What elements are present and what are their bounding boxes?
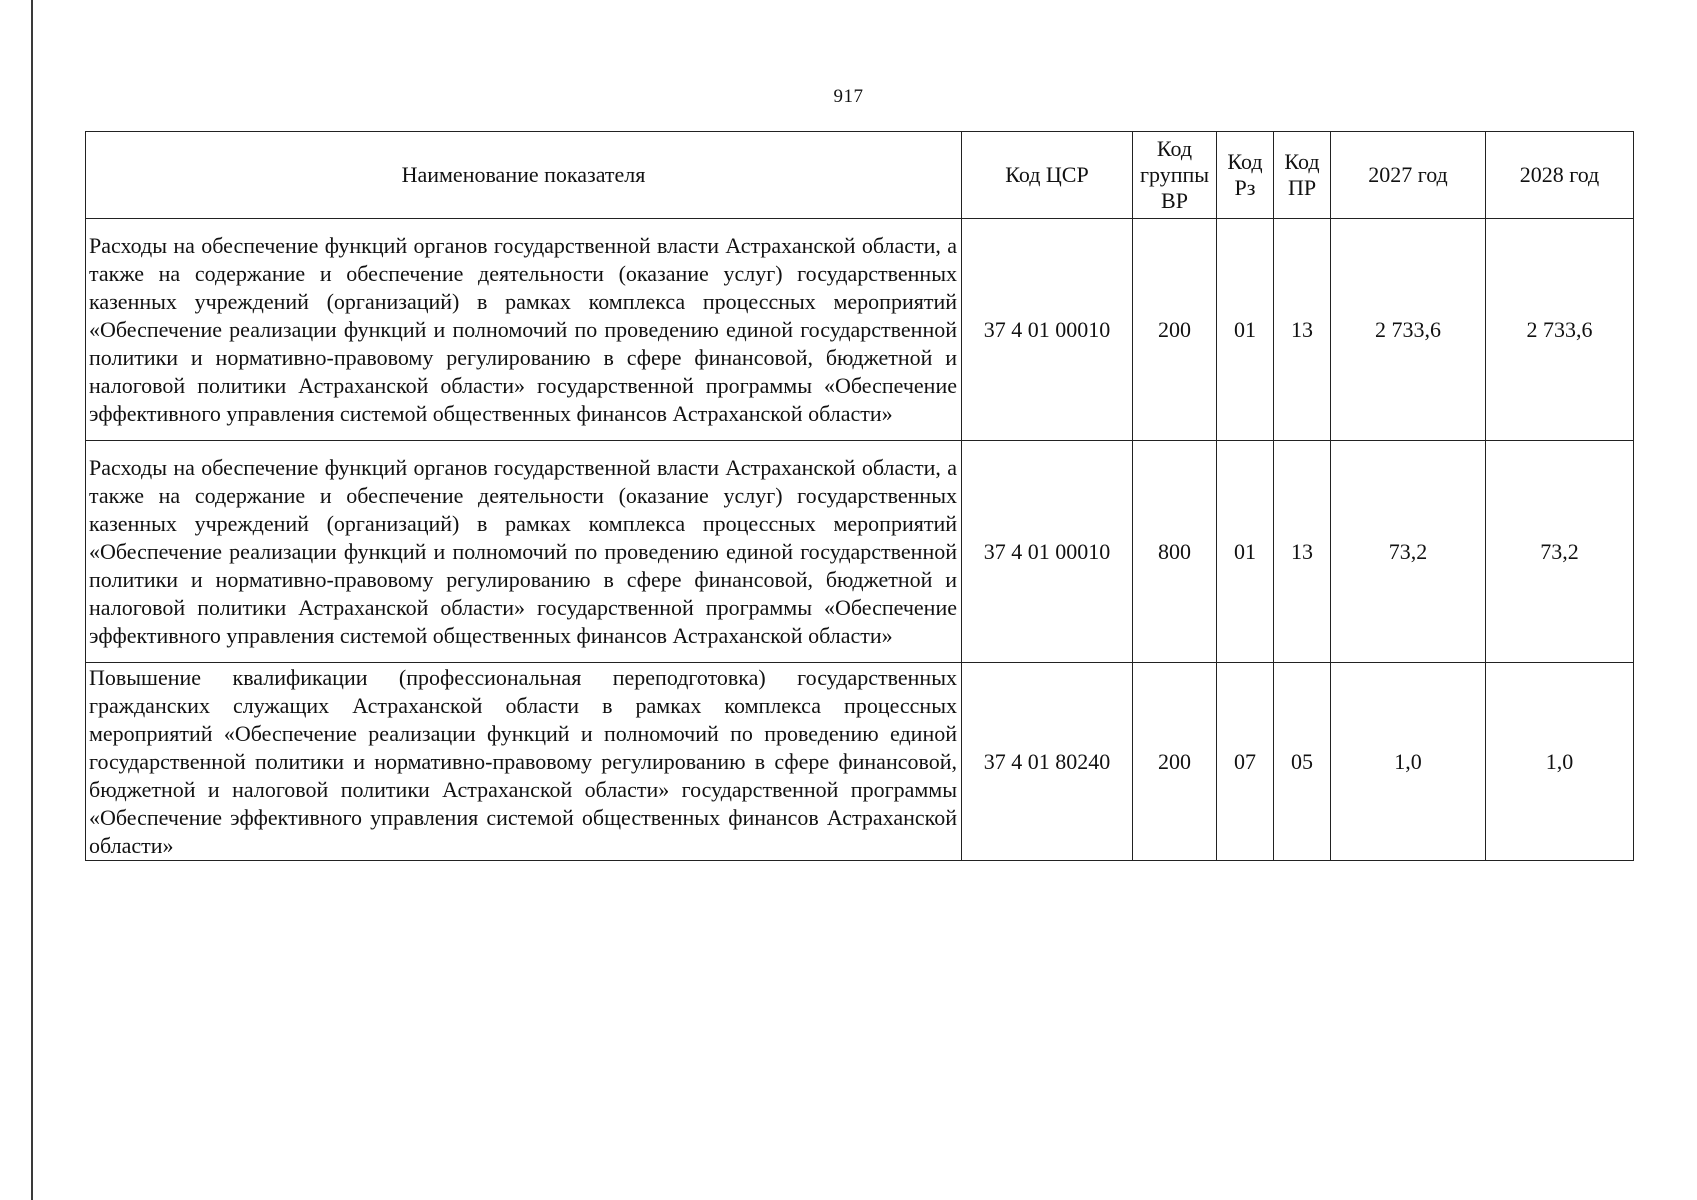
cell-2027: 2 733,6 <box>1331 219 1486 441</box>
header-pr: Код ПР <box>1274 132 1331 219</box>
cell-2027: 73,2 <box>1331 441 1486 663</box>
cell-vr: 800 <box>1133 441 1217 663</box>
table-row <box>86 441 1634 663</box>
cell-pr: 05 <box>1274 663 1331 861</box>
cell-pr: 13 <box>1274 219 1331 441</box>
cell-csr: 37 4 01 80240 <box>962 663 1133 861</box>
cell-2027: 1,0 <box>1331 663 1486 861</box>
table-row <box>86 663 1634 861</box>
cell-rz: 01 <box>1217 219 1274 441</box>
cell-rz: 07 <box>1217 663 1274 861</box>
table-body <box>86 219 1634 861</box>
header-2028: 2028 год <box>1486 132 1634 219</box>
cell-pr: 13 <box>1274 441 1331 663</box>
table-row <box>86 219 1634 441</box>
header-vr: Код группы ВР <box>1133 132 1217 219</box>
cell-csr: 37 4 01 00010 <box>962 441 1133 663</box>
cell-name: Расходы на обеспечение функций органов государственной власти Астраханской области, а также на содержание и обеспечение деятельности (оказание услуг) государственных казенных учреждений (организаций) в рамках комплекса процессных мероприятий «Обеспечение реализации функций и полномочий по проведению единой государственной политики и нормативно-правовому регулированию в сфере финансовой, бюджетной и налоговой политики Астраханской области» государственной программы «Обеспечение эффективного управления системой общественных финансов Астраханской области» <box>86 441 962 663</box>
cell-2028: 1,0 <box>1486 663 1634 861</box>
cell-name: Расходы на обеспечение функций органов государственной власти Астраханской области, а также на содержание и обеспечение деятельности (оказание услуг) государственных казенных учреждений (организаций) в рамках комплекса процессных мероприятий «Обеспечение реализации функций и полномочий по проведению единой государственной политики и нормативно-правовому регулированию в сфере финансовой, бюджетной и налоговой политики Астраханской области» государственной программы «Обеспечение эффективного управления системой общественных финансов Астраханской области» <box>86 219 962 441</box>
cell-2028: 2 733,6 <box>1486 219 1634 441</box>
cell-2028: 73,2 <box>1486 441 1634 663</box>
binding-margin-line <box>31 0 33 1200</box>
header-csr: Код ЦСР <box>962 132 1133 219</box>
cell-vr: 200 <box>1133 219 1217 441</box>
budget-table <box>85 131 1634 861</box>
cell-name: Повышение квалификации (профессиональная переподготовка) государственных гражданских служащих Астраханской области в рамках комплекса процессных мероприятий «Обеспечение реализации функций и полномочий по проведению единой государственной политики и нормативно-правовому регулированию в сфере финансовой, бюджетной и налоговой политики Астраханской области» государственной программы «Обеспечение эффективного управления системой общественных финансов Астраханской области» <box>86 663 962 861</box>
cell-vr: 200 <box>1133 663 1217 861</box>
table-header <box>86 132 1634 219</box>
header-name: Наименование показателя <box>86 132 962 219</box>
header-rz: Код Рз <box>1217 132 1274 219</box>
header-row <box>86 132 1634 219</box>
cell-rz: 01 <box>1217 441 1274 663</box>
cell-csr: 37 4 01 00010 <box>962 219 1133 441</box>
page-number: 917 <box>833 86 864 107</box>
header-2027: 2027 год <box>1331 132 1486 219</box>
